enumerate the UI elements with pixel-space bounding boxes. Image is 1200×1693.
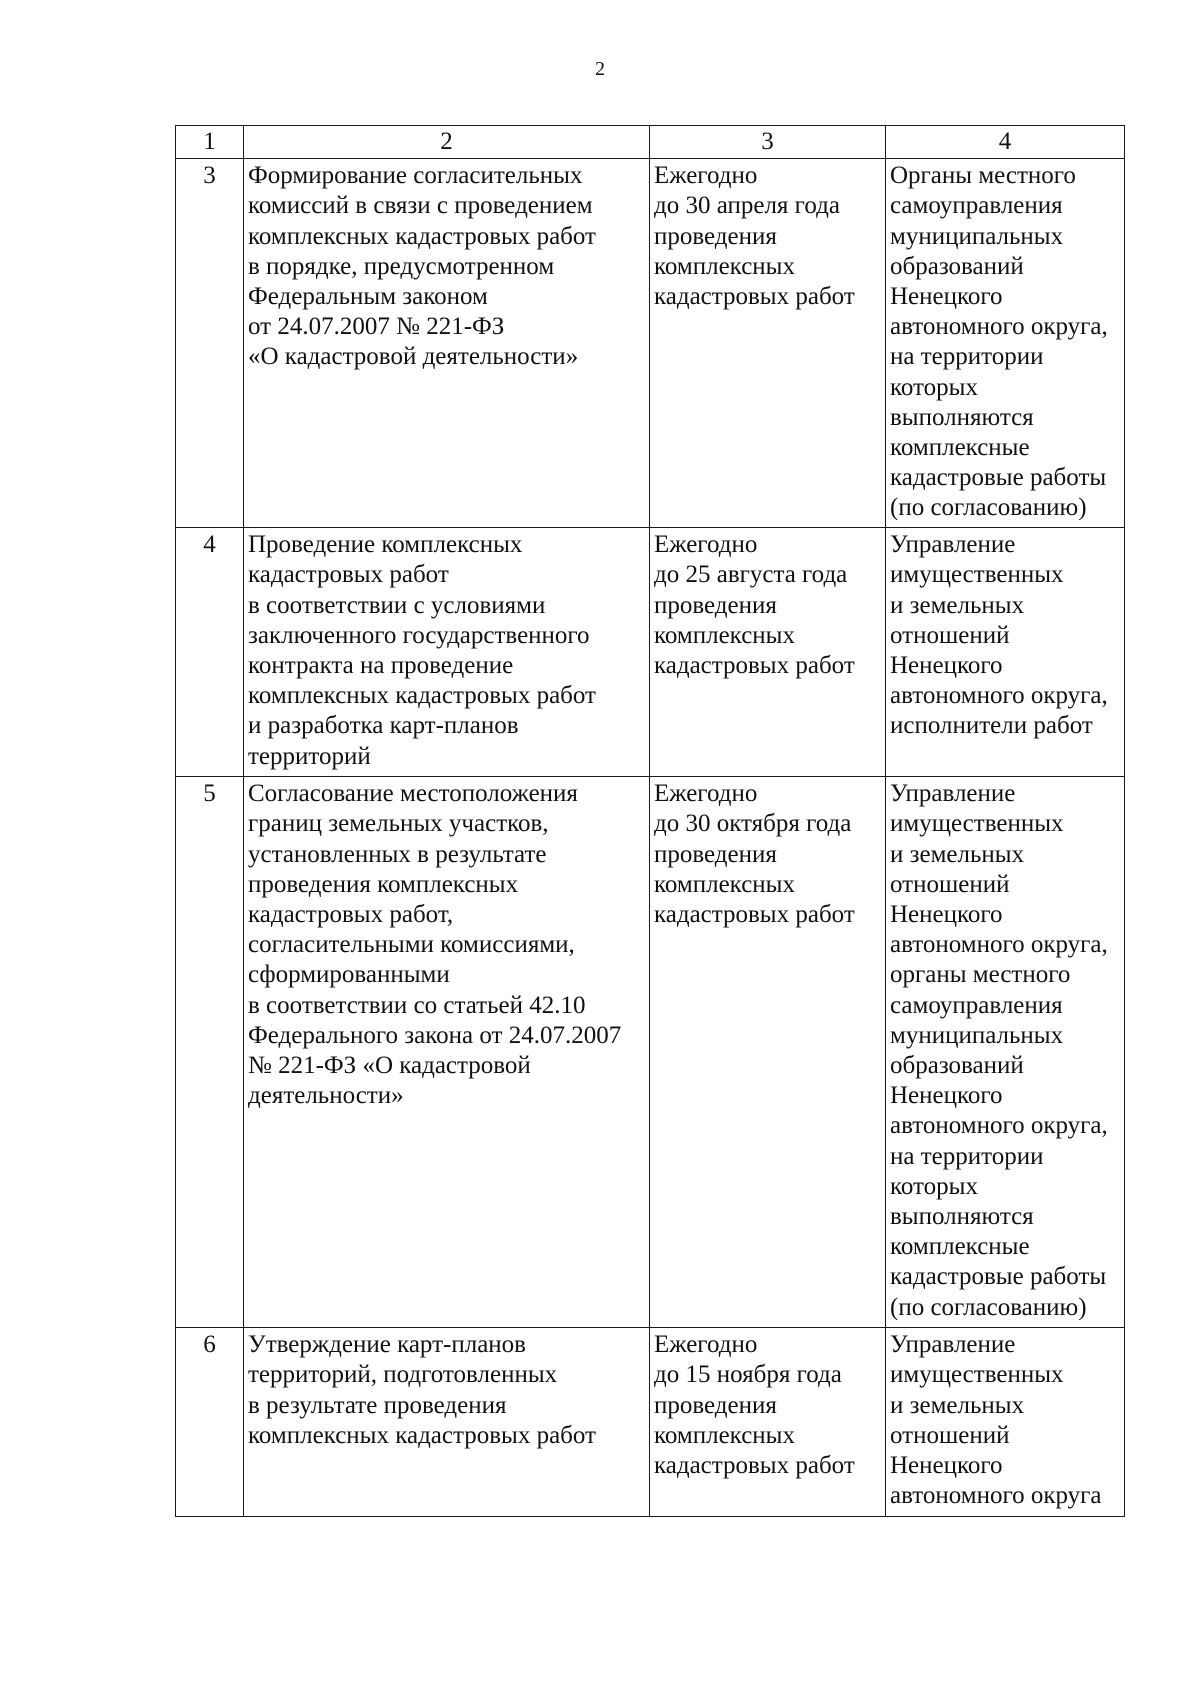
table-row [176, 777, 1125, 1328]
row-number: 6 [176, 1328, 244, 1517]
row-responsible: Управление имущественных и земельных отношений Ненецкого автономного округа [886, 1328, 1125, 1517]
row-responsible: Органы местного самоуправления муниципальных образований Ненецкого автономного округа, на территории которых выполняются комплексные кадастровые работы (по согласованию) [886, 159, 1125, 528]
row-number: 4 [176, 528, 244, 777]
page-number: 2 [595, 58, 605, 80]
row-deadline: Ежегодно до 25 августа года проведения комплексных кадастровых работ [650, 528, 886, 777]
table-header-row [176, 126, 1125, 159]
row-action: Проведение комплексных кадастровых работ в соответствии с условиями заключенного государственного контракта на проведение комплексных кадастровых работ и разработка карт-планов территорий [244, 528, 650, 777]
row-number: 3 [176, 159, 244, 528]
row-deadline: Ежегодно до 15 ноября года проведения комплексных кадастровых работ [650, 1328, 886, 1517]
column-header-action: 2 [244, 126, 650, 159]
row-deadline: Ежегодно до 30 октября года проведения комплексных кадастровых работ [650, 777, 886, 1328]
row-action: Утверждение карт-планов территорий, подготовленных в результате проведения комплексных кадастровых работ [244, 1328, 650, 1517]
row-number: 5 [176, 777, 244, 1328]
column-header-deadline: 3 [650, 126, 886, 159]
row-action: Формирование согласительных комиссий в связи с проведением комплексных кадастровых работ в порядке, предусмотренном Федеральным законом от 24.07.2007 № 221-ФЗ «О кадастровой деятельности» [244, 159, 650, 528]
column-header-number: 1 [176, 126, 244, 159]
table-row [176, 1328, 1125, 1517]
schedule-table [175, 125, 1125, 1517]
table-row [176, 528, 1125, 777]
row-responsible: Управление имущественных и земельных отношений Ненецкого автономного округа, органы местного самоуправления муниципальных образований Ненецкого автономного округа, на территории которых выполняются комплексные кадастровые работы (по согласованию) [886, 777, 1125, 1328]
table-row [176, 159, 1125, 528]
row-action: Согласование местоположения границ земельных участков, установленных в результате проведения комплексных кадастровых работ, согласительными комиссиями, сформированными в соответствии со статьей 42.10 Федерального закона от 24.07.2007 № 221-ФЗ «О кадастровой деятельности» [244, 777, 650, 1328]
row-responsible: Управление имущественных и земельных отношений Ненецкого автономного округа, исполнители работ [886, 528, 1125, 777]
column-header-responsible: 4 [886, 126, 1125, 159]
row-deadline: Ежегодно до 30 апреля года проведения комплексных кадастровых работ [650, 159, 886, 528]
